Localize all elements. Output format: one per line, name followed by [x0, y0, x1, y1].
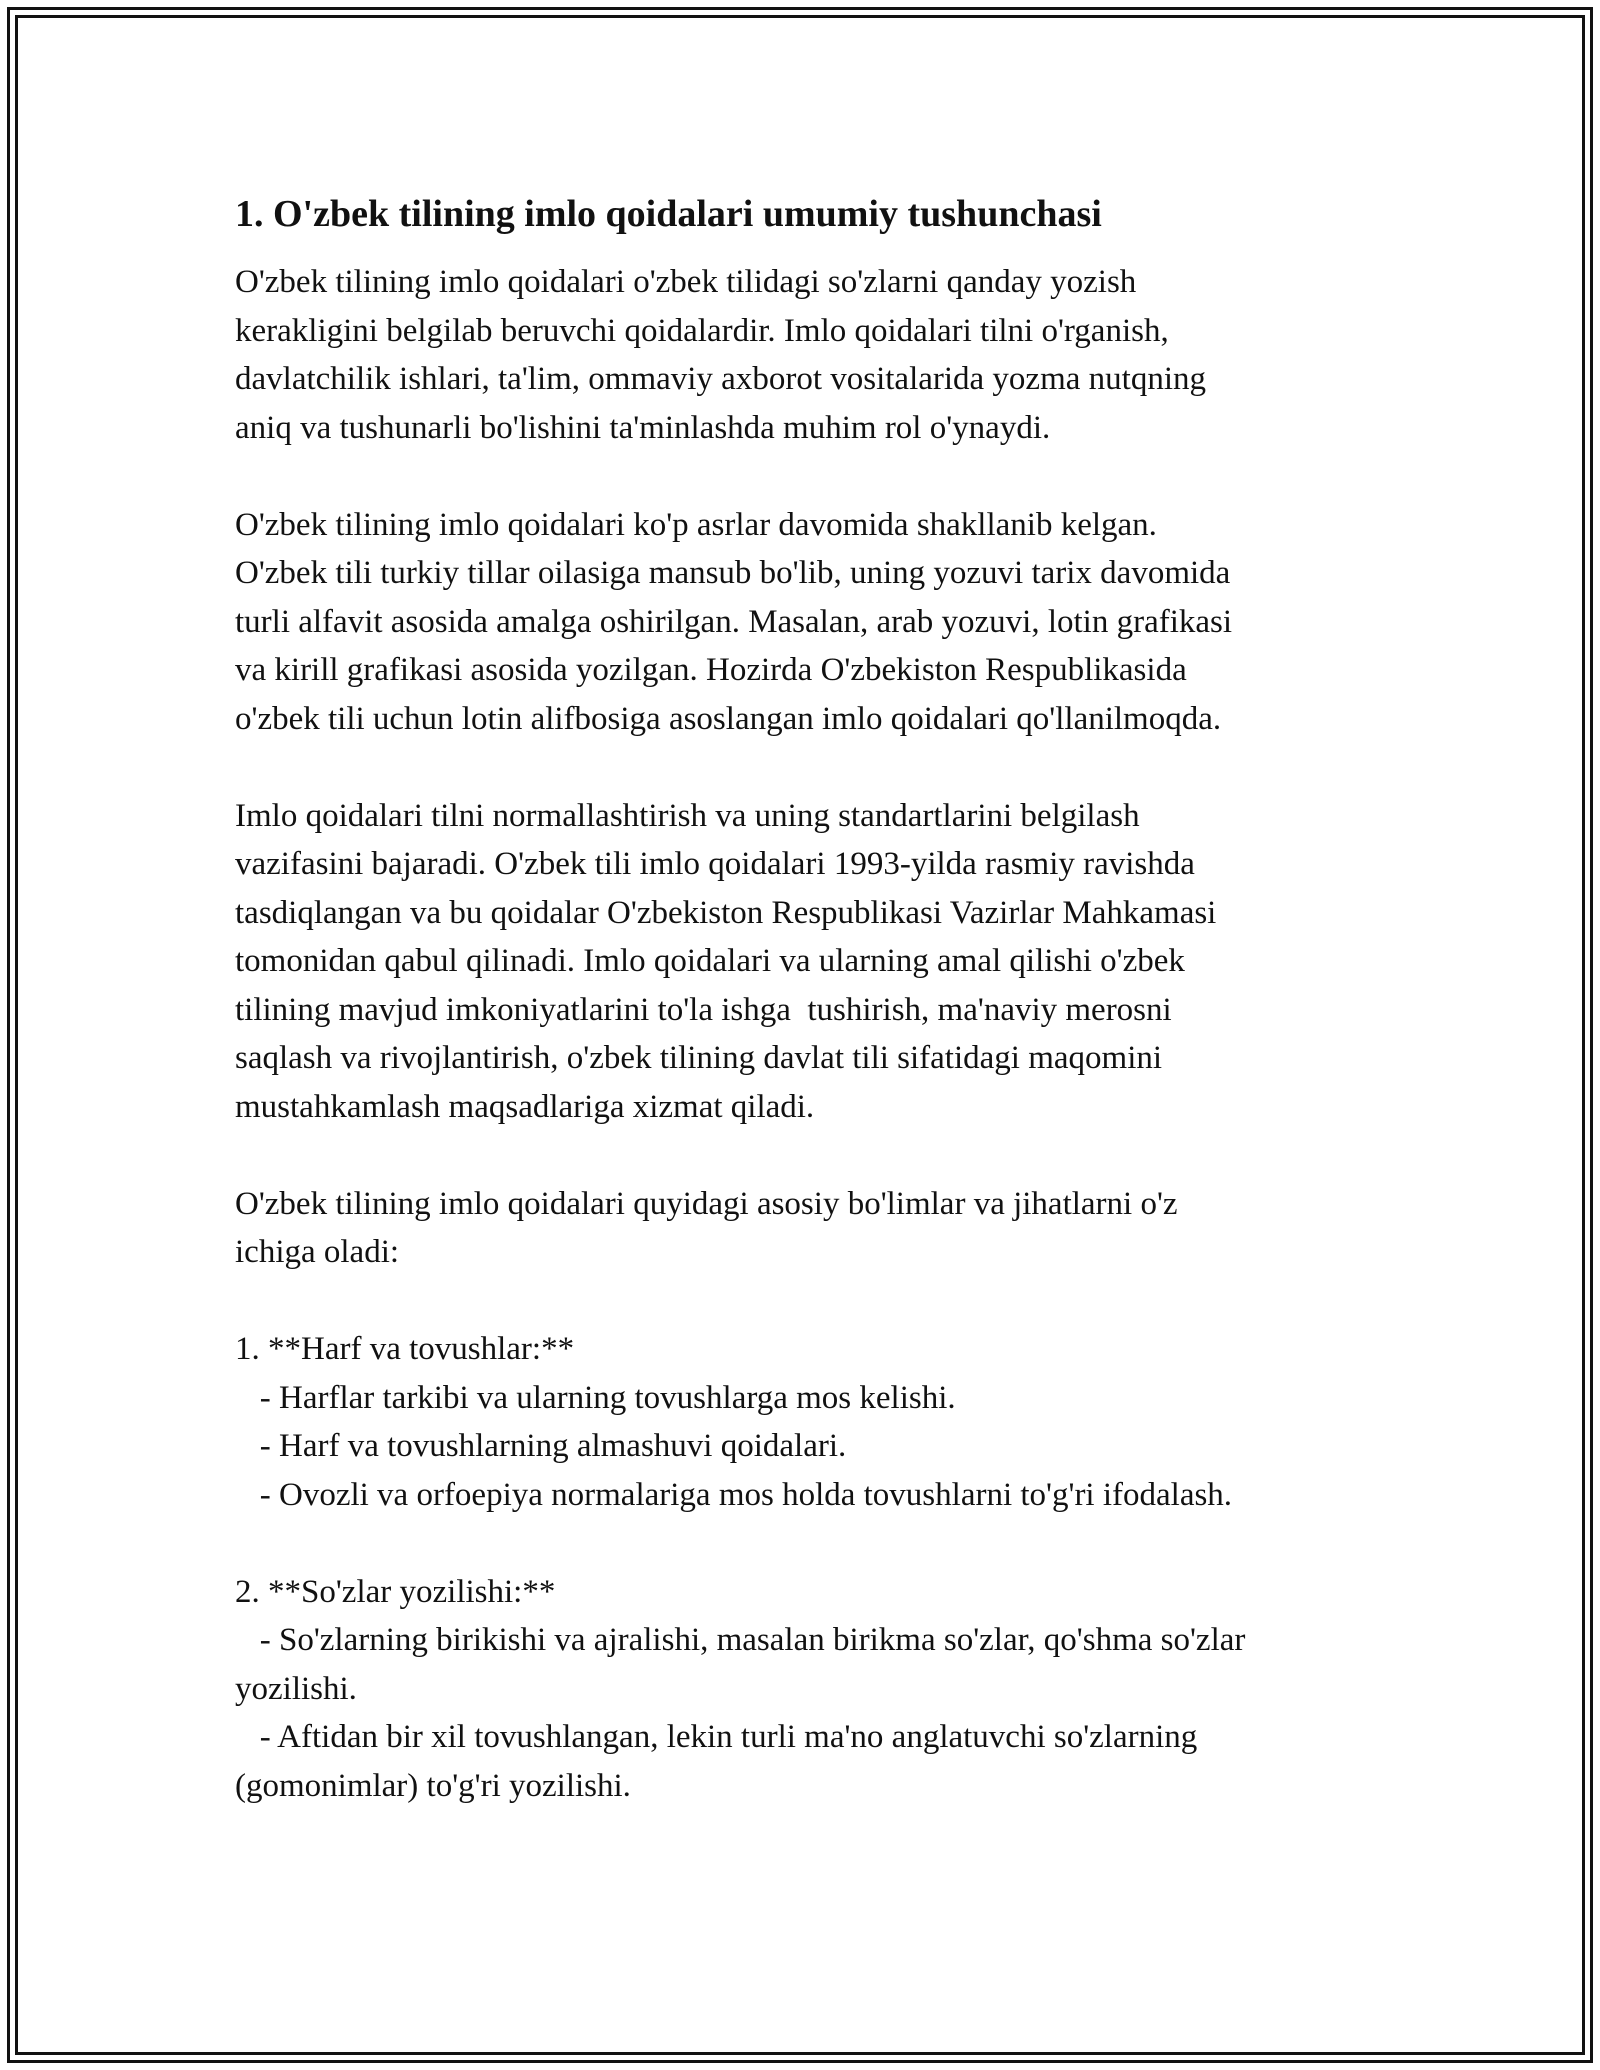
text-line: turli alfavit asosida amalga oshirilgan. Masalan, arab yozuvi, lotin grafikasi	[235, 603, 1233, 640]
list-bullet: - Ovozli va orfoepiya normalariga mos holda tovushlarni to'g'ri ifodalash.	[235, 1476, 1233, 1513]
text-line: O'zbek tili turkiy tillar oilasiga mansub bo'lib, uning yozuvi tarix davomida	[235, 555, 1231, 591]
list-section-word-spelling	[235, 1568, 1365, 1811]
text-line: O'zbek tilining imlo qoidalari quyidagi asosiy bo'limlar va jihatlarni o'z	[235, 1185, 1178, 1222]
text-line: aniq va tushunarli bo'lishini ta'minlashda muhim rol o'ynaydi.	[235, 409, 1051, 446]
paragraph-history	[235, 501, 1365, 744]
list-bullet: - Harflar tarkibi va ularning tovushlarga mos kelishi.	[235, 1379, 956, 1416]
list-bullet: - Harf va tovushlarning almashuvi qoidalari.	[235, 1428, 847, 1464]
text-line: tilining mavjud imkoniyatlarini to'la ishga tushirish, ma'naviy merosni	[235, 991, 1172, 1028]
list-item-heading: 1. **Harf va tovushlar:**	[235, 1331, 575, 1367]
text-line: O'zbek tilining imlo qoidalari ko'p asrlar davomida shakllanib kelgan.	[235, 506, 1157, 543]
list-section-letters-sounds	[235, 1325, 1365, 1519]
paragraph-sections-intro	[235, 1180, 1365, 1277]
text-line: vazifasini bajaradi. O'zbek tili imlo qoidalari 1993-yilda rasmiy ravishda	[235, 846, 1195, 882]
list-bullet: - Aftidan bir xil tovushlangan, lekin turli ma'no anglatuvchi so'zlarning	[235, 1719, 1198, 1755]
text-line: o'zbek tili uchun lotin alifbosiga asoslangan imlo qoidalari qo'llanilmoqda.	[235, 700, 1222, 737]
list-bullet-continuation: yozilishi.	[235, 1670, 357, 1707]
paragraph-intro	[235, 258, 1365, 452]
list-bullet: - So'zlarning birikishi va ajralishi, masalan birikma so'zlar, qo'shma so'zlar	[235, 1622, 1246, 1658]
document-heading: 1. O'zbek tilining imlo qoidalari umumiy tushunchasi	[235, 193, 1102, 235]
list-bullet-continuation: (gomonimlar) to'g'ri yozilishi.	[235, 1767, 631, 1804]
text-line: O'zbek tilining imlo qoidalari o'zbek tilidagi so'zlarni qanday yozish	[235, 264, 1137, 300]
paragraph-standards	[235, 792, 1365, 1132]
text-line: va kirill grafikasi asosida yozilgan. Hozirda O'zbekiston Respublikasida	[235, 652, 1187, 688]
text-line: mustahkamlash maqsadlariga xizmat qiladi.	[235, 1088, 815, 1125]
list-item-heading: 2. **So'zlar yozilishi:**	[235, 1573, 556, 1610]
text-line: kerakligini belgilab beruvchi qoidalardir. Imlo qoidalari tilni o'rganish,	[235, 312, 1169, 349]
text-line: saqlash va rivojlantirish, o'zbek tilining davlat tili sifatidagi maqomini	[235, 1040, 1163, 1076]
text-line: Imlo qoidalari tilni normallashtirish va uning standartlarini belgilash	[235, 797, 1140, 834]
text-line: ichiga oladi:	[235, 1234, 400, 1270]
text-line: tomonidan qabul qilinadi. Imlo qoidalari va ularning amal qilishi o'zbek	[235, 943, 1185, 979]
text-line: tasdiqlangan va bu qoidalar O'zbekiston Respublikasi Vazirlar Mahkamasi	[235, 894, 1217, 931]
text-line: davlatchilik ishlari, ta'lim, ommaviy axborot vositalarida yozma nutqning	[235, 361, 1206, 397]
document-body	[235, 188, 1365, 1859]
